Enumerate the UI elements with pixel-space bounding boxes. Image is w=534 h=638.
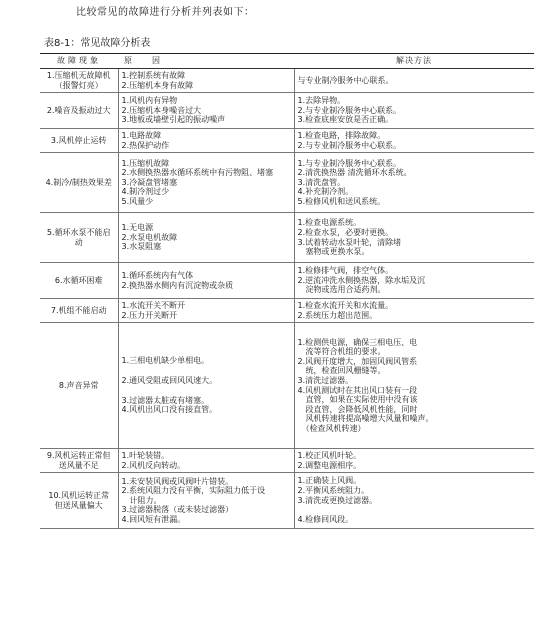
cause-line: 1.水流开关不断开 [121, 300, 186, 310]
solution-line: 1.去除异物。 [297, 96, 346, 106]
cause-line: 3.水泵阻塞 [121, 242, 162, 252]
table-row [40, 449, 534, 473]
header-fault: 故障现象 [40, 54, 118, 69]
solution-line: 4.风机测试时在其出风口装有一段 [297, 385, 418, 395]
cause-line: 2.水侧换热器水循环系统中有污物阻、堵塞 [121, 168, 274, 178]
cause-cell [118, 323, 294, 449]
solution-cell [294, 153, 534, 213]
cause-line [122, 366, 291, 376]
cause-line: 2.水泵电机故障 [121, 232, 178, 242]
cause-line: 3.冷凝盘管堵塞 [121, 177, 178, 187]
solution-line: 风机转速将提高噪增大风量和噪声。 [297, 414, 434, 424]
solution-cell [294, 473, 534, 529]
cause-line: 5.风量少 [121, 196, 154, 206]
solution-line: 3.清洗过滤器。 [297, 375, 354, 385]
cause-line: 2.换热器水侧内有沉淀物或杂质 [121, 280, 234, 290]
solution-line: 3.清洗盘管。 [297, 177, 346, 187]
cause-line [122, 386, 291, 396]
cause-line: 1.无电源 [121, 223, 154, 233]
cause-cell [118, 93, 294, 129]
solution-line: 1.检测供电源，确保三相电压、电 [297, 337, 418, 347]
solution-line [298, 505, 532, 515]
solution-line: 4.补充制冷剂。 [297, 187, 354, 197]
solution-cell [294, 129, 534, 153]
table-row [40, 129, 534, 153]
cause-line: 3.过滤器脱落（或未装过滤器） [121, 505, 234, 515]
solution-line: 2.逆流冲洗水侧换热器，除水垢及沉 [297, 275, 426, 285]
cause-cell [118, 449, 294, 473]
solution-cell [294, 263, 534, 299]
fault-cell: 3.风机停止运转 [40, 129, 118, 153]
cause-cell [118, 129, 294, 153]
fault-cell: 10.风机运转正常 但送风量偏大 [40, 473, 118, 529]
table-body [40, 69, 534, 529]
cause-line: 1.未安装风阀或风阀叶片错装。 [121, 476, 234, 486]
solution-line: 塞物或更换水泵。 [297, 247, 370, 257]
table-row [40, 213, 534, 263]
cause-line: 2.系统风阻力没有平衡，实际阻力低于设 [121, 486, 266, 496]
cause-line: 2.压力开关断开 [121, 310, 178, 320]
cause-line: 1.控制系统有故障 [121, 70, 186, 80]
table-row [40, 299, 534, 323]
solution-line: 直管，如果在实际使用中没有该 [297, 395, 418, 405]
solution-line: （检查风机转速） [297, 423, 366, 433]
cause-cell [118, 473, 294, 529]
solution-line: 4.检修回风段。 [297, 515, 354, 525]
cause-line: 2.通风受阻或回风风速大。 [121, 375, 218, 385]
solution-line: 与专业制冷服务中心联系。 [297, 75, 394, 85]
solution-cell [294, 323, 534, 449]
solution-line: 1.检查水流开关和水流量。 [297, 300, 394, 310]
solution-line: 3.检查底座安放是否正确。 [297, 115, 394, 125]
solution-cell [294, 213, 534, 263]
intro-text: 比较常见的故障进行分析并列表如下： [76, 7, 255, 18]
cause-cell [118, 263, 294, 299]
solution-line: 2.风阀开度增大，加固风阀风管系 [297, 356, 418, 366]
solution-line: 1.检查电路，排除故障。 [297, 130, 386, 140]
solution-line: 2.平衡风系统阻力。 [297, 485, 370, 495]
table-row [40, 93, 534, 129]
solution-line: 3.清洗或更换过滤器。 [297, 495, 378, 505]
cause-line: 3.过滤器太脏或有堵塞。 [121, 395, 210, 405]
solution-line: 1.校正风机叶轮。 [297, 450, 362, 460]
cause-line: 2.风机反向转动。 [121, 460, 186, 470]
solution-line: 2.清洗换热器 清洗循环水系统。 [297, 168, 412, 178]
table-row [40, 263, 534, 299]
solution-line: 段直管，会降低风机性能，同时 [297, 404, 418, 414]
cause-line: 1.电路故障 [121, 130, 162, 140]
fault-cell: 4.制冷/制热效果差 [40, 153, 118, 213]
fault-cell: 8.声音异常 [40, 323, 118, 449]
cause-cell [118, 153, 294, 213]
solution-line: 2.检查水泵，必要时更换。 [297, 227, 394, 237]
solution-line: 统，检查回风栅缝等。 [297, 366, 386, 376]
table-row [40, 153, 534, 213]
solution-cell [294, 93, 534, 129]
fault-cell: 5.循环水泵不能启动 [40, 213, 118, 263]
cause-line: 4.回风短有泄漏。 [121, 514, 186, 524]
cause-line: 2.压缩机本身有故障 [121, 80, 194, 90]
fault-cell: 2.噪音及振动过大 [40, 93, 118, 129]
cause-line: 4.制冷剂过少 [121, 187, 170, 197]
table-caption: 表8-1：常见故障分析表 [44, 38, 151, 49]
fault-cell: 6.水循环困难 [40, 263, 118, 299]
table-row [40, 323, 534, 449]
cause-cell [118, 213, 294, 263]
fault-cell: 9.风机运转正常但 送风量不足 [40, 449, 118, 473]
solution-line: 2.调整电源相序。 [297, 460, 362, 470]
solution-line: 5.检修风机和送风系统。 [297, 196, 386, 206]
solution-cell [294, 449, 534, 473]
cause-line: 1.三相电机缺少单相电。 [121, 356, 210, 366]
table-header-row [40, 54, 534, 69]
solution-line: 3.试着转动水泵叶轮，清除堵 [297, 237, 402, 247]
solution-cell [294, 299, 534, 323]
solution-line: 1.检查电源系统。 [297, 218, 362, 228]
cause-line: 2.热保护动作 [121, 140, 170, 150]
cause-line: 3.地板或墙壁引起的振动噪声 [121, 115, 226, 125]
solution-line: 淀物或选用合适药剂。 [297, 285, 386, 295]
solution-line: 1.与专业制冷服务中心联系。 [297, 158, 402, 168]
cause-line: 1.循环系统内有气体 [121, 270, 194, 280]
solution-line: 2.与专业制冷服务中心联系。 [297, 140, 402, 150]
fault-cell: 1.压缩机无故障机 （报警灯亮） [40, 69, 118, 93]
cause-line: 4.风机出风口没有接直管。 [121, 405, 218, 415]
table-row [40, 69, 534, 93]
solution-line: 1.正确装上风阀。 [297, 476, 362, 486]
solution-cell [294, 69, 534, 93]
cause-line: 计阻力。 [121, 495, 162, 505]
cause-cell [118, 69, 294, 93]
solution-line: 流等符合机组的要求。 [297, 347, 386, 357]
cause-line: 1.风机内有异物 [121, 96, 178, 106]
fault-cell: 7.机组不能启动 [40, 299, 118, 323]
header-cause: 原 因 [118, 54, 294, 69]
solution-line: 2.与专业制冷服务中心联系。 [297, 105, 402, 115]
cause-cell [118, 299, 294, 323]
cause-line: 1.叶轮装错。 [121, 450, 170, 460]
cause-line: 2.压缩机本身噪音过大 [121, 105, 202, 115]
solution-line: 2.系统压力超出范围。 [297, 310, 378, 320]
table-row [40, 473, 534, 529]
cause-line: 1.压缩机故障 [121, 158, 170, 168]
fault-analysis-table [40, 54, 534, 529]
header-solution: 解决方法 [294, 54, 534, 69]
solution-line: 1.检修排气阀，排空气体。 [297, 266, 394, 276]
